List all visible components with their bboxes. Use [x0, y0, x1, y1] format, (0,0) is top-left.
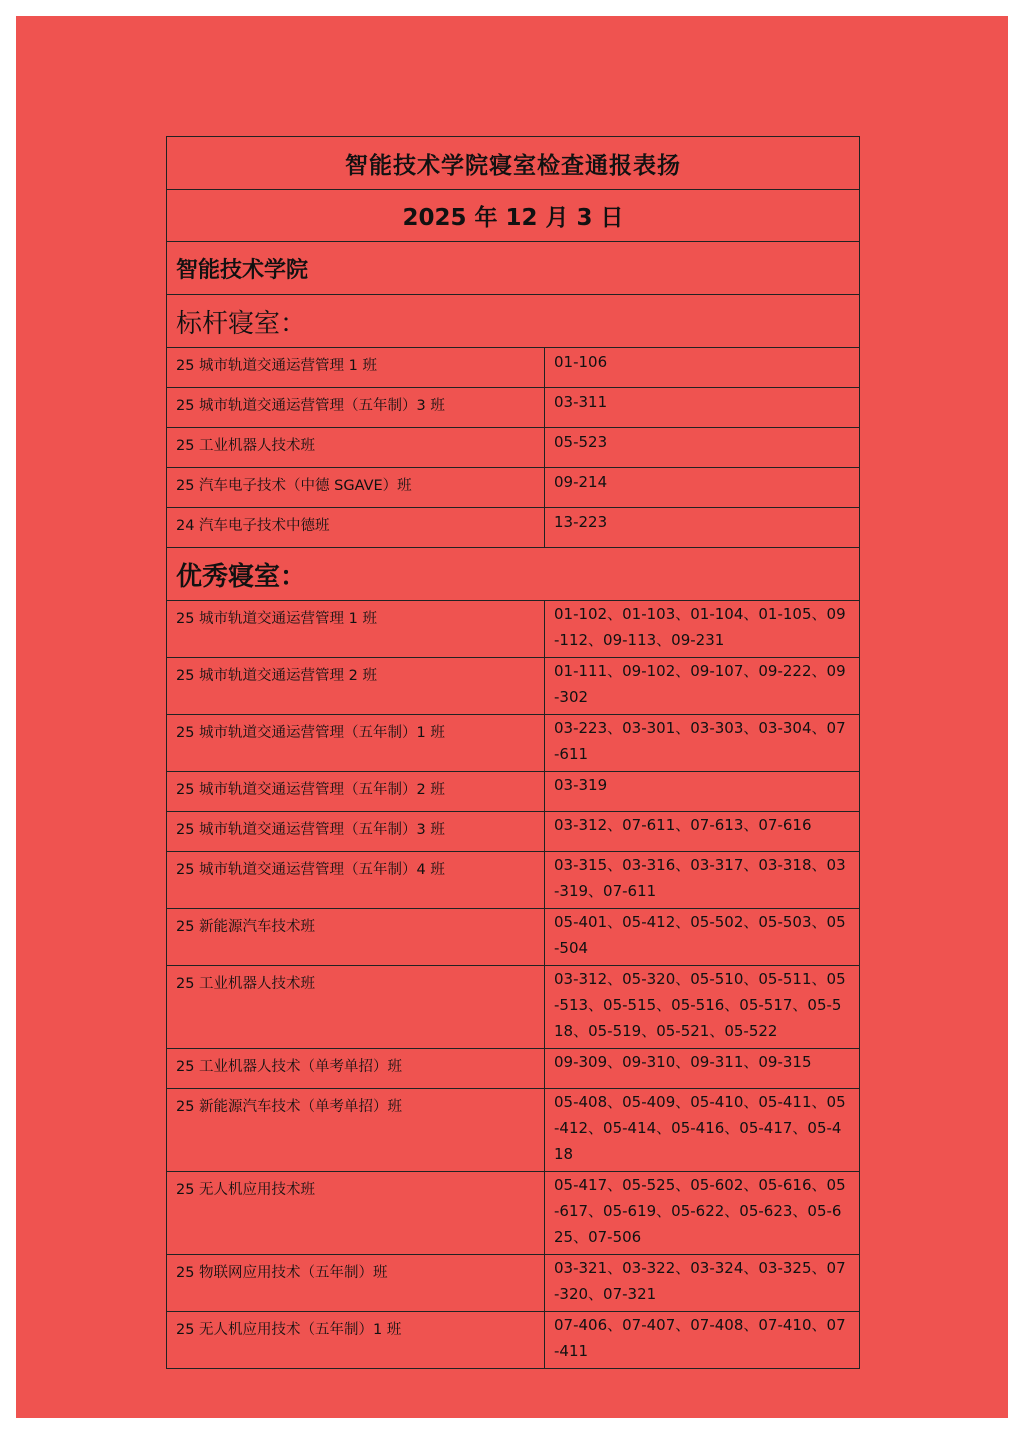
benchmark-class-name: 25 城市轨道交通运营管理（五年制）3 班 [167, 388, 545, 428]
document-page [16, 16, 1008, 1418]
excellent-room-numbers: 03-223、03-301、03-303、03-304、07-611 [545, 715, 860, 772]
document-date: 2025 年 12 月 3 日 [167, 190, 860, 242]
benchmark-heading-row [167, 295, 860, 348]
excellent-class-name: 25 无人机应用技术班 [167, 1172, 545, 1255]
excellent-class-name: 25 新能源汽车技术班 [167, 909, 545, 966]
college-name: 智能技术学院 [167, 242, 860, 295]
excellent-room-numbers: 09-309、09-310、09-311、09-315 [545, 1049, 860, 1089]
excellent-room-numbers: 05-417、05-525、05-602、05-616、05-617、05-619、05-622、05-623、05-625、07-506 [545, 1172, 860, 1255]
excellent-heading: 优秀寝室： [167, 548, 860, 601]
excellent-class-name: 25 物联网应用技术（五年制）班 [167, 1255, 545, 1312]
benchmark-class-name: 24 汽车电子技术中德班 [167, 508, 545, 548]
college-row [167, 242, 860, 295]
excellent-class-name: 25 城市轨道交通运营管理 1 班 [167, 601, 545, 658]
excellent-room-numbers: 03-312、05-320、05-510、05-511、05-513、05-515、05-516、05-517、05-518、05-519、05-521、05-522 [545, 966, 860, 1049]
excellent-row [167, 601, 860, 658]
excellent-row [167, 852, 860, 909]
benchmark-room-numbers: 03-311 [545, 388, 860, 428]
excellent-row [167, 812, 860, 852]
excellent-class-name: 25 工业机器人技术班 [167, 966, 545, 1049]
excellent-row [167, 715, 860, 772]
excellent-row [167, 966, 860, 1049]
excellent-room-numbers: 07-406、07-407、07-408、07-410、07-411 [545, 1312, 860, 1369]
benchmark-row [167, 508, 860, 548]
benchmark-row [167, 388, 860, 428]
title-row [167, 137, 860, 190]
benchmark-room-numbers: 13-223 [545, 508, 860, 548]
benchmark-class-name: 25 城市轨道交通运营管理 1 班 [167, 348, 545, 388]
benchmark-class-name: 25 工业机器人技术班 [167, 428, 545, 468]
excellent-row [167, 1089, 860, 1172]
excellent-room-numbers: 05-408、05-409、05-410、05-411、05-412、05-414、05-416、05-417、05-418 [545, 1089, 860, 1172]
benchmark-room-numbers: 01-106 [545, 348, 860, 388]
date-row [167, 190, 860, 242]
excellent-class-name: 25 新能源汽车技术（单考单招）班 [167, 1089, 545, 1172]
excellent-row [167, 1312, 860, 1369]
excellent-class-name: 25 城市轨道交通运营管理（五年制）3 班 [167, 812, 545, 852]
excellent-room-numbers: 03-319 [545, 772, 860, 812]
benchmark-row [167, 348, 860, 388]
excellent-room-numbers: 03-315、03-316、03-317、03-318、03-319、07-611 [545, 852, 860, 909]
excellent-class-name: 25 城市轨道交通运营管理（五年制）1 班 [167, 715, 545, 772]
excellent-class-name: 25 城市轨道交通运营管理（五年制）2 班 [167, 772, 545, 812]
excellent-class-name: 25 工业机器人技术（单考单招）班 [167, 1049, 545, 1089]
excellent-room-numbers: 05-401、05-412、05-502、05-503、05-504 [545, 909, 860, 966]
benchmark-class-name: 25 汽车电子技术（中德 SGAVE）班 [167, 468, 545, 508]
excellent-row [167, 909, 860, 966]
excellent-class-name: 25 城市轨道交通运营管理（五年制）4 班 [167, 852, 545, 909]
benchmark-room-numbers: 09-214 [545, 468, 860, 508]
excellent-room-numbers: 01-102、01-103、01-104、01-105、09-112、09-113、09-231 [545, 601, 860, 658]
excellent-row [167, 1255, 860, 1312]
benchmark-room-numbers: 05-523 [545, 428, 860, 468]
excellent-row [167, 1172, 860, 1255]
excellent-room-numbers: 01-111、09-102、09-107、09-222、09-302 [545, 658, 860, 715]
excellent-class-name: 25 城市轨道交通运营管理 2 班 [167, 658, 545, 715]
document-title: 智能技术学院寝室检查通报表扬 [167, 137, 860, 190]
benchmark-heading: 标杆寝室： [167, 295, 860, 348]
excellent-row [167, 1049, 860, 1089]
benchmark-row [167, 428, 860, 468]
excellent-room-numbers: 03-312、07-611、07-613、07-616 [545, 812, 860, 852]
excellent-heading-row [167, 548, 860, 601]
excellent-room-numbers: 03-321、03-322、03-324、03-325、07-320、07-321 [545, 1255, 860, 1312]
dorm-inspection-table [166, 136, 860, 1369]
excellent-row [167, 658, 860, 715]
excellent-class-name: 25 无人机应用技术（五年制）1 班 [167, 1312, 545, 1369]
excellent-row [167, 772, 860, 812]
benchmark-row [167, 468, 860, 508]
